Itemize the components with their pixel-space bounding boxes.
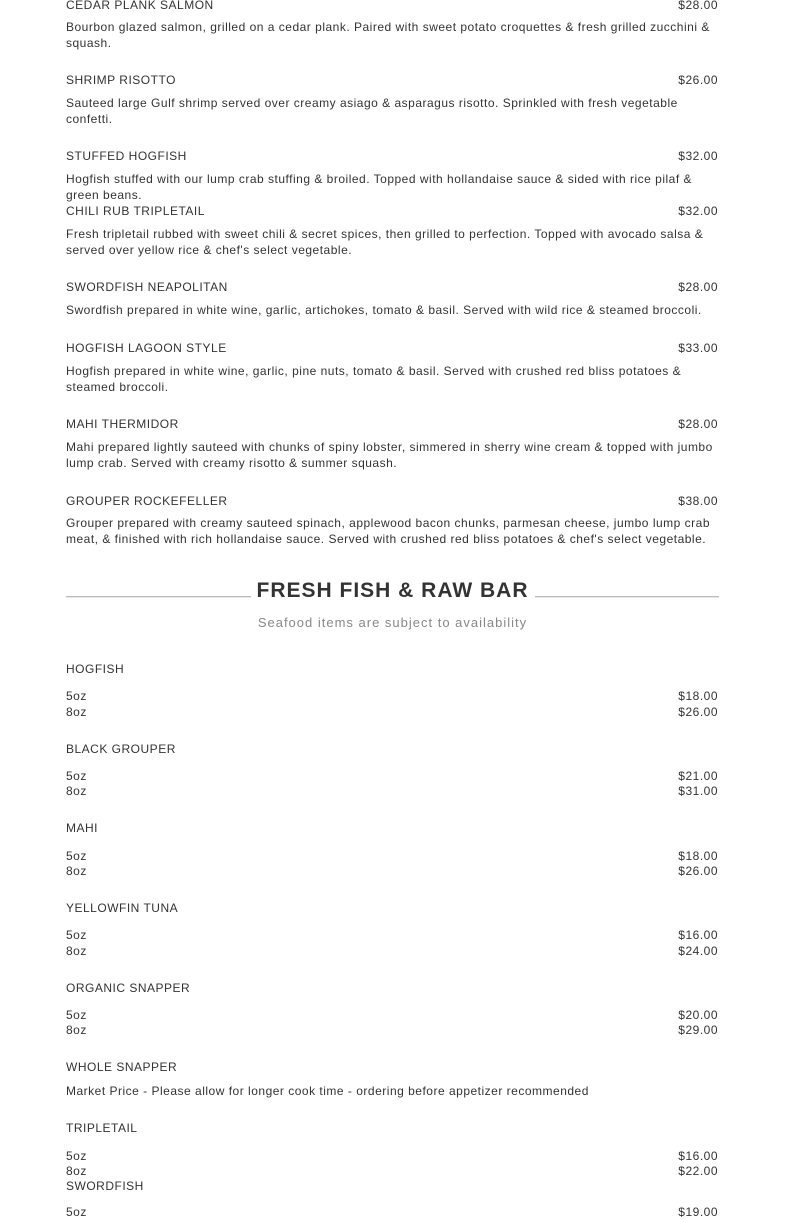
item-price: $38.00 [678, 494, 718, 508]
size-label: 5oz [66, 769, 87, 783]
size-label: 5oz [66, 1205, 87, 1219]
size-price: $19.00 [678, 1205, 718, 1219]
item-price: $32.00 [678, 149, 718, 163]
size-label: 8oz [66, 1164, 87, 1178]
item-description: Swordfish prepared in white wine, garlic, artichokes, tomato & basil. Served with wild rice & steamed broccoli. [66, 303, 702, 317]
fish-name: MAHI [66, 821, 98, 835]
size-label: 5oz [66, 928, 87, 942]
item-price: $26.00 [678, 73, 718, 87]
fish-name: TRIPLETAIL [66, 1121, 138, 1135]
item-description: Sauteed large Gulf shrimp served over creamy asiago & asparagus risotto. Sprinkled with fresh vegetable confetti. [66, 96, 678, 126]
item-name: HOGFISH LAGOON STYLE [66, 341, 227, 355]
item-description: Mahi prepared lightly sauteed with chunks of spiny lobster, simmered in sherry wine cream & topped with jumbo lump crab. Served with creamy risotto & summer squash. [66, 440, 713, 470]
size-label: 8oz [66, 784, 87, 798]
item-price: $32.00 [678, 204, 718, 218]
item-name: MAHI THERMIDOR [66, 417, 179, 431]
fish-name: BLACK GROUPER [66, 742, 176, 756]
size-label: 8oz [66, 705, 87, 719]
item-price: $28.00 [678, 417, 718, 431]
size-label: 5oz [66, 1008, 87, 1022]
size-label: 8oz [66, 864, 87, 878]
section-subtitle: Seafood items are subject to availability [257, 615, 528, 630]
item-description: Grouper prepared with creamy sauteed spinach, applewood bacon chunks, parmesan cheese, jumbo lump crab meat, & finished with rich hollandaise sauce. Served with crushed red bliss potatoes & chef's select vegetable. [66, 516, 711, 546]
size-price: $26.00 [678, 864, 718, 878]
item-price: $28.00 [678, 280, 718, 294]
item-description: Hogfish prepared in white wine, garlic, pine nuts, tomato & basil. Served with crushed red bliss potatoes & steamed broccoli. [66, 364, 682, 394]
size-price: $18.00 [678, 689, 718, 703]
item-name: STUFFED HOGFISH [66, 149, 187, 163]
item-name: GROUPER ROCKEFELLER [66, 494, 228, 508]
item-name: SWORDFISH NEAPOLITAN [66, 280, 228, 294]
size-label: 5oz [66, 1149, 87, 1163]
fish-name: SWORDFISH [66, 1179, 144, 1193]
size-price: $18.00 [678, 849, 718, 863]
fish-name: ORGANIC SNAPPER [66, 981, 191, 995]
fish-name: WHOLE SNAPPER [66, 1060, 178, 1074]
fish-name: YELLOWFIN TUNA [66, 901, 179, 915]
section-title: FRESH FISH & RAW BAR [0, 578, 785, 604]
item-name: CHILI RUB TRIPLETAIL [66, 204, 205, 218]
fish-note: Market Price - Please allow for longer cook time - ordering before appetizer recommended [66, 1084, 589, 1098]
size-price: $20.00 [678, 1008, 718, 1022]
size-price: $22.00 [678, 1164, 718, 1178]
item-name: CEDAR PLANK SALMON [66, 0, 214, 12]
item-price: $28.00 [678, 0, 718, 12]
size-price: $26.00 [678, 705, 718, 719]
item-description: Fresh tripletail rubbed with sweet chili & secret spices, then grilled to perfection. Topped with avocado salsa & served over yellow rice & chef's select vegetable. [66, 227, 704, 257]
size-label: 5oz [66, 689, 87, 703]
size-label: 8oz [66, 1023, 87, 1037]
item-description: Hogfish stuffed with our lump crab stuffing & broiled. Topped with hollandaise sauce & sided with rice pilaf & green beans. [66, 172, 692, 202]
size-label: 5oz [66, 849, 87, 863]
item-description: Bourbon glazed salmon, grilled on a cedar plank. Paired with sweet potato croquettes & fresh grilled zucchini & squash. [66, 20, 710, 50]
size-price: $16.00 [678, 928, 718, 942]
size-label: 8oz [66, 944, 87, 958]
item-name: SHRIMP RISOTTO [66, 73, 176, 87]
size-price: $16.00 [678, 1149, 718, 1163]
size-price: $29.00 [678, 1023, 718, 1037]
size-price: $21.00 [678, 769, 718, 783]
fish-name: HOGFISH [66, 662, 125, 676]
size-price: $31.00 [678, 784, 718, 798]
size-price: $24.00 [678, 944, 718, 958]
item-price: $33.00 [678, 341, 718, 355]
